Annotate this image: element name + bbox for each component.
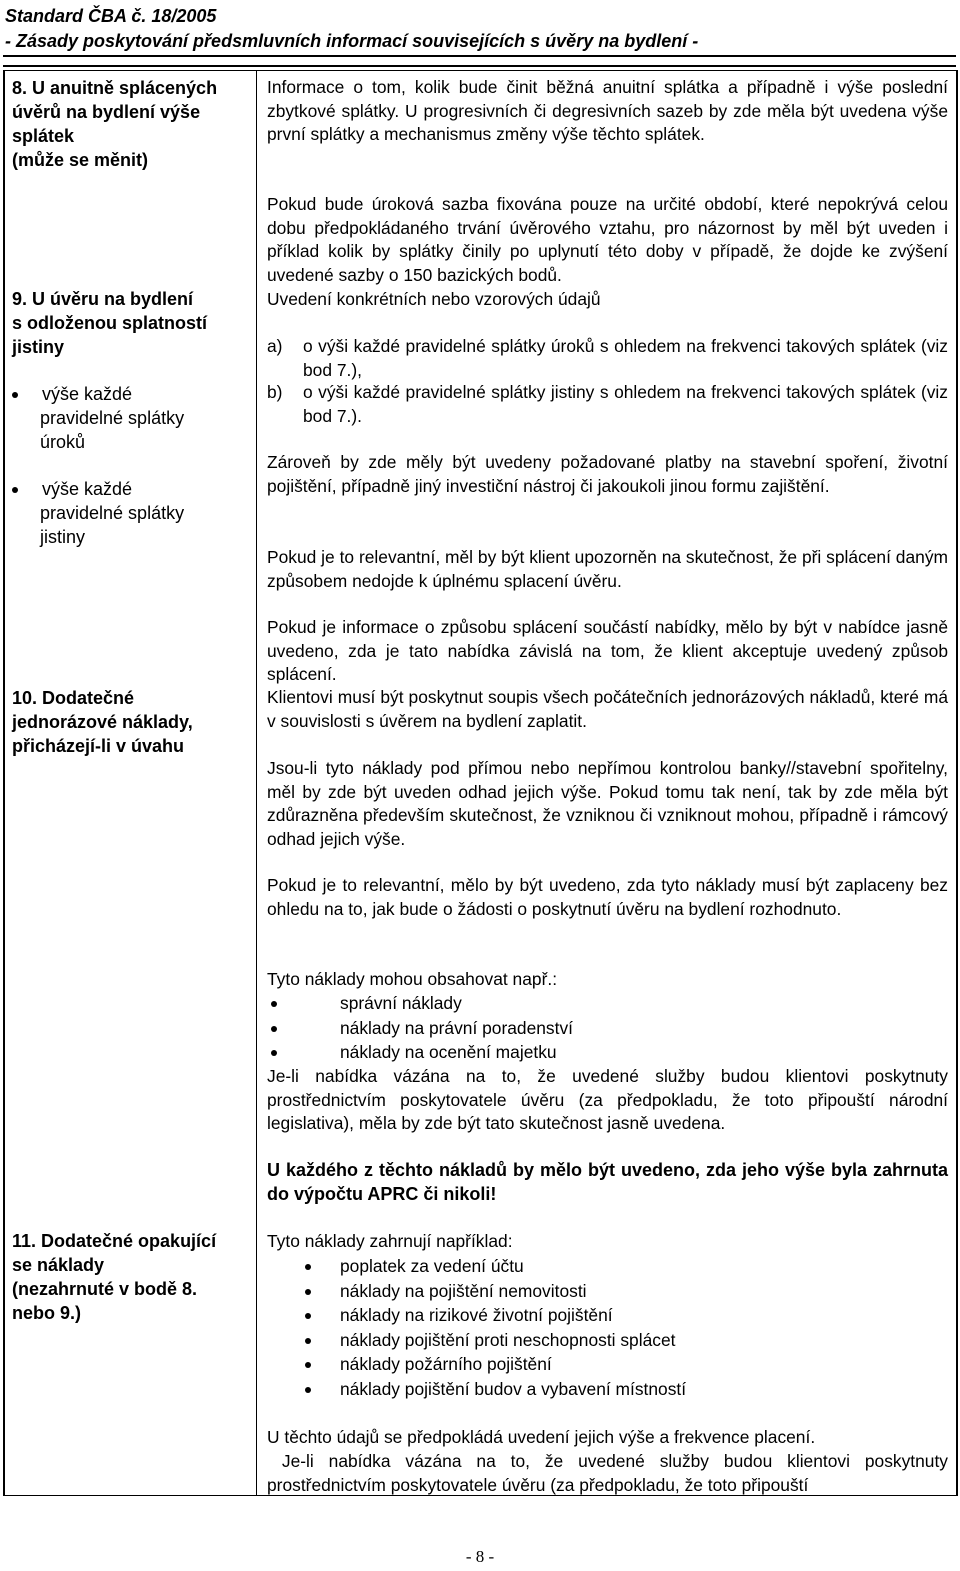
section-8-text: [267, 76, 948, 147]
section-9-text-5: Pokud je informace o způsobu splácení součástí nabídky, mělo by být v nabídce jasně uvedeno, zda je tato nabídka závislá na tom, že klient akceptuje uvedený způsob splácení.: [267, 617, 948, 684]
list-item: náklady na rizikové životní pojištění: [267, 1304, 948, 1329]
paragraph: Pokud bude úroková sazba fixována pouze na určité období, které nepokrývá celou dobu předpokládaného trvání úvěrového vztahu, pro názornost by měl být uveden i příklad kolik by splátky činily po uplynutí této doby v případě, že dojde ke zvýšení uvedené sazby o 150 bazických bodů.: [267, 194, 948, 285]
header-divider: [3, 65, 956, 67]
header-divider: [3, 55, 956, 57]
bullet-icon: [12, 392, 18, 398]
column-divider: [256, 70, 257, 1496]
section-9-item-b: b) o výši každé pravidelné splátky jistiny s ohledem na frekvenci takových splátek (viz bod 7.).: [267, 382, 948, 426]
section-8-title: 8. U anuitně splácených úvěrů na bydlení výše splátek (může se měnit): [12, 78, 218, 170]
list-item: poplatek za vedení účtu: [267, 1255, 948, 1280]
list-item: náklady na právní poradenství: [267, 1017, 948, 1042]
section-10-text-3: Pokud je to relevantní, mělo by být uvedeno, zda tyto náklady musí být zaplaceny bez ohledu na to, jak bude o žádosti o poskytnutí úvěru na bydlení rozhodnuto.: [267, 875, 948, 919]
list-item: náklady požárního pojištění: [267, 1353, 948, 1378]
section-10-text-4: Tyto náklady mohou obsahovat např.:: [267, 969, 558, 989]
bullet-icon: [305, 1338, 311, 1344]
section-9-intro: Uvedení konkrétních nebo vzorových údajů: [267, 289, 601, 309]
bullet-icon: [271, 1026, 277, 1032]
section-8-text-2: [267, 193, 948, 287]
list-item: správní náklady: [267, 992, 948, 1017]
bullet-icon: [305, 1362, 311, 1368]
section-10-text-1: Klientovi musí být poskytnut soupis všech počátečních jednorázových nákladů, které má v souvislosti s úvěrem na bydlení zaplatit.: [267, 687, 948, 731]
bullet-icon: [305, 1387, 311, 1393]
list-item: náklady pojištění proti neschopnosti splácet: [267, 1329, 948, 1354]
section-11-title: 11. Dodatečné opakující se náklady (nezahrnuté v bodě 8. nebo 9.): [12, 1231, 217, 1323]
section-9-bullet-1: výše každé pravidelné splátky úroků: [12, 382, 248, 454]
bullet-icon: [305, 1313, 311, 1319]
section-11-text-1: U těchto údajů se předpokládá uvedení jejich výše a frekvence placení.: [267, 1427, 816, 1447]
section-11-text-2: Je-li nabídka vázána na to, že uvedené služby budou klientovi poskytnuty prostřednictvím poskytovatele úvěru (za předpokladu, že toto připouští: [267, 1451, 953, 1495]
section-10-text-5: Je-li nabídka vázána na to, že uvedené služby budou klientovi poskytnuty prostřednictvím poskytovatele úvěru (za předpokladu, že toto připouští národní legislativa), měla by zde být tato skutečnost jasně uvedena.: [267, 1066, 948, 1133]
page-number: - 8 -: [465, 1547, 495, 1566]
bullet-icon: [12, 487, 18, 493]
section-10-title: 10. Dodatečné jednorázové náklady, přicházejí-li v úvahu: [12, 688, 193, 756]
section-9-text-4: Pokud je to relevantní, měl by být klient upozorněn na skutečnost, že při splácení daným způsobem nedojde k úplnému splacení úvěru.: [267, 547, 948, 591]
section-11-intro: Tyto náklady zahrnují například:: [267, 1231, 513, 1251]
document-header-subtitle: - Zásady poskytování předsmluvních informací souvisejících s úvěry na bydlení -: [5, 31, 699, 51]
paragraph: Informace o tom, kolik bude činit běžná anuitní splátka a případně i výše poslední zbytkové splátky. U progresivních či degresivních sazeb by zde měla být uvedena výše první splátky a mechanismus změny výše těchto splátek.: [267, 77, 948, 144]
bullet-icon: [305, 1289, 311, 1295]
section-9-bullet-2: výše každé pravidelné splátky jistiny: [12, 477, 248, 549]
section-11-list: [267, 1255, 948, 1402]
section-9-item-a: a) o výši každé pravidelné splátky úroků s ohledem na frekvenci takových splátek (viz bod 7.),: [267, 336, 948, 380]
document-header-title: Standard ČBA č. 18/2005: [5, 6, 217, 26]
bullet-icon: [271, 1001, 277, 1007]
bullet-icon: [271, 1050, 277, 1056]
list-item: náklady pojištění budov a vybavení místností: [267, 1378, 948, 1403]
list-item: náklady na pojištění nemovitosti: [267, 1280, 948, 1305]
section-9-text-3: Zároveň by zde měly být uvedeny požadované platby na stavební spoření, životní pojištění, případně jiný investiční nástroj či jakoukoli jinou formu zajištění.: [267, 452, 948, 496]
list-item: náklady na ocenění majetku: [267, 1041, 948, 1066]
section-10-text-2: Jsou-li tyto náklady pod přímou nebo nepřímou kontrolou banky//stavební spořitelny, měl by zde být uveden odhad jejich výše. Pokud tomu tak není, tak by zde měla být zdůrazněna především skutečnost, že vzniknou či vzniknout mohou, případně i rámcový odhad jejich výše.: [267, 758, 948, 849]
section-10-notice: U každého z těchto nákladů by mělo být uvedeno, zda jeho výše byla zahrnuta do výpočtu APRC či nikoli!: [267, 1160, 948, 1204]
bullet-icon: [305, 1264, 311, 1270]
section-9-title: 9. U úvěru na bydlení s odloženou splatností jistiny: [12, 289, 208, 357]
section-10-list: [267, 992, 948, 1066]
